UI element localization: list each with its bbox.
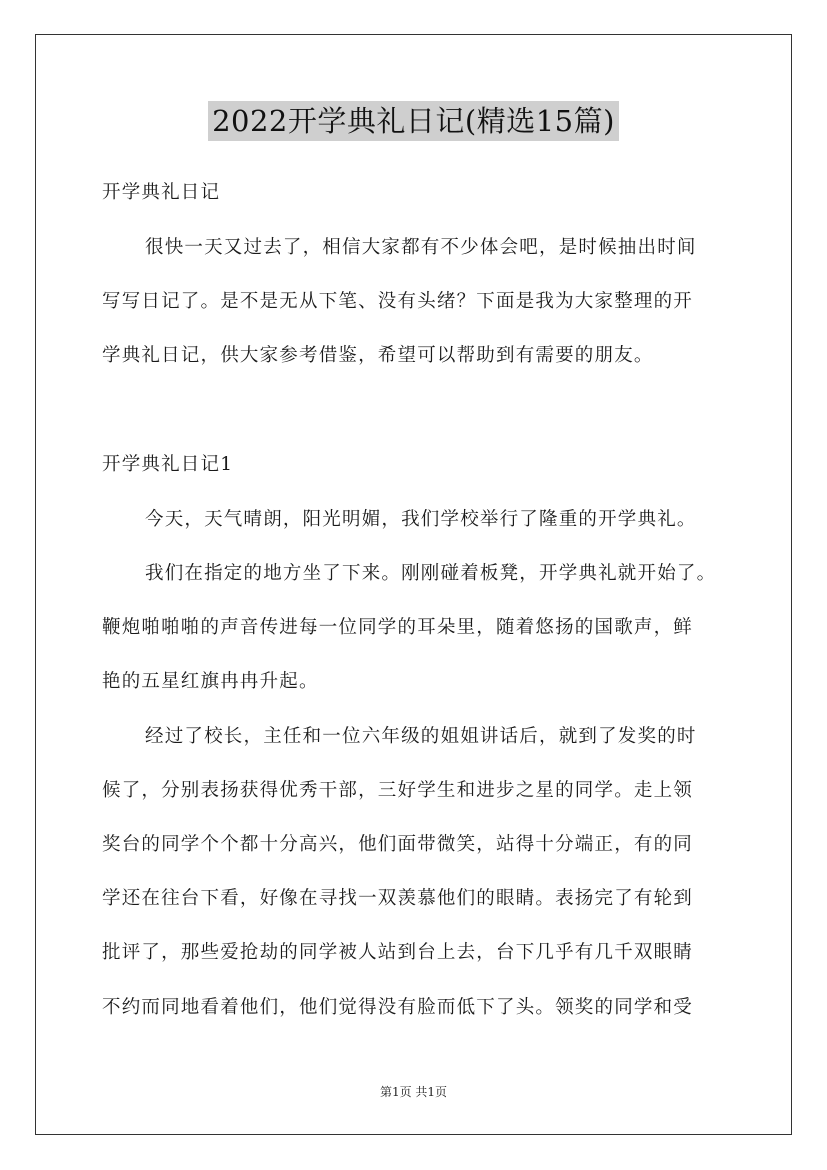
paragraph-line: 候了，分别表扬获得优秀干部，三好学生和进步之星的同学。走上领 — [102, 780, 694, 801]
paragraph-line: 经过了校长，主任和一位六年级的姐姐讲话后，就到了发奖的时 — [145, 726, 697, 747]
paragraph-line: 我们在指定的地方坐了下来。刚刚碰着板凳，开学典礼就开始了。 — [145, 563, 717, 584]
paragraph-line: 很快一天又过去了，相信大家都有不少体会吧，是时候抽出时间 — [145, 237, 697, 258]
paragraph-line: 奖台的同学个个都十分高兴，他们面带微笑，站得十分端正，有的同 — [102, 834, 694, 855]
paragraph-line: 批评了，那些爱抢劫的同学被人站到台上去，台下几乎有几千双眼睛 — [102, 942, 694, 963]
paragraph-line: 学典礼日记，供大家参考借鉴，希望可以帮助到有需要的朋友。 — [102, 345, 654, 366]
section-heading: 开学典礼日记1 — [102, 454, 234, 475]
page-footer: 第1页 共1页 — [379, 1085, 448, 1099]
document-title: 2022开学典礼日记(精选15篇) — [208, 101, 619, 141]
paragraph-line: 艳的五星红旗冉冉升起。 — [102, 671, 319, 692]
paragraph-line: 学还在往台下看，好像在寻找一双羡慕他们的眼睛。表扬完了有轮到 — [102, 888, 694, 909]
section-heading: 开学典礼日记 — [102, 182, 221, 203]
paragraph-line: 鞭炮啪啪啪的声音传进每一位同学的耳朵里，随着悠扬的国歌声，鲜 — [102, 617, 694, 638]
paragraph-line: 今天，天气晴朗，阳光明媚，我们学校举行了隆重的开学典礼。 — [145, 509, 697, 530]
title-container — [0, 101, 827, 141]
paragraph-line: 写写日记了。是不是无从下笔、没有头绪？下面是我为大家整理的开 — [102, 291, 694, 312]
paragraph-line: 不约而同地看着他们，他们觉得没有脸而低下了头。领奖的同学和受 — [102, 997, 694, 1018]
